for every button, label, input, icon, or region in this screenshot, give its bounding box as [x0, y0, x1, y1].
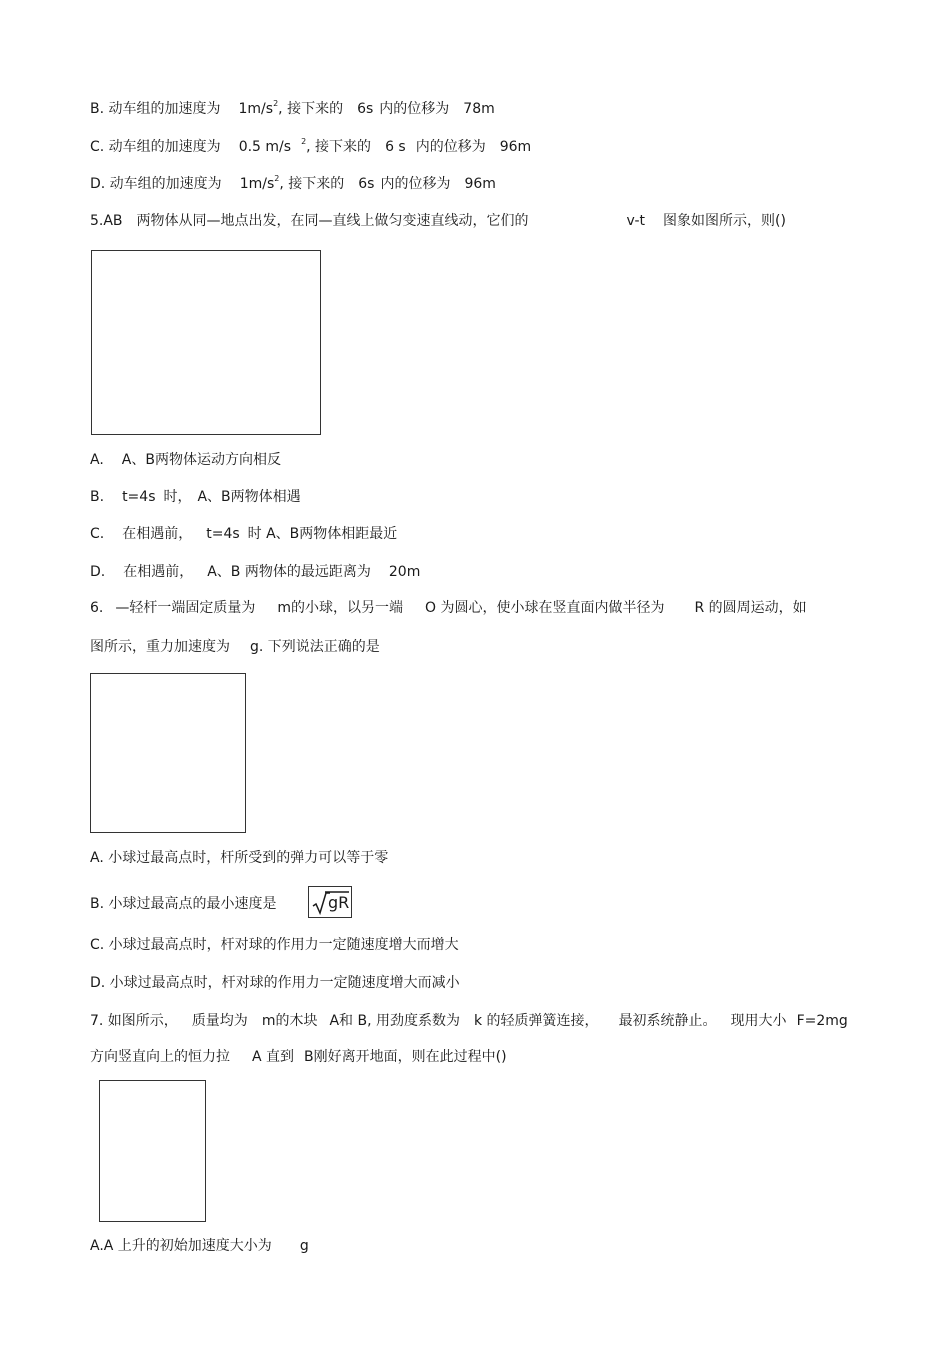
- q4-option-d: [90, 175, 496, 193]
- q7-stem-line1: [90, 1012, 848, 1030]
- option-text: 在相遇前，: [123, 564, 194, 580]
- q5-stem: [90, 212, 786, 230]
- option-text: 时 A、B两物体相距最近: [247, 526, 398, 542]
- question-text: k 的轻质弹簧连接，: [474, 1013, 599, 1029]
- q7-stem-line2: [90, 1048, 507, 1066]
- q6-stem-line2: [90, 638, 380, 656]
- q6-option-d: [90, 974, 460, 992]
- question-number: 6.: [90, 600, 104, 616]
- q4-option-b: [90, 100, 495, 118]
- sqrt-gr-formula: [308, 886, 352, 918]
- option-text: 6s: [357, 101, 374, 117]
- question-text: 最初系统静止。: [618, 1013, 717, 1029]
- q5-option-a: [90, 451, 281, 469]
- option-text: 1m/s: [239, 176, 275, 192]
- option-text: B. 小球过最高点的最小速度是: [90, 896, 277, 912]
- question-number: 5.AB: [90, 213, 123, 229]
- option-text: C. 小球过最高点时，杆对球的作用力一定随速度增大而增大: [90, 937, 459, 953]
- option-label: B.: [90, 489, 105, 505]
- option-label: D.: [90, 564, 106, 580]
- option-text: 内的位移为: [380, 176, 451, 192]
- option-text: 内的位移为: [415, 139, 486, 155]
- option-text: D. 动车组的加速度为: [90, 176, 222, 192]
- option-text: 时，: [163, 489, 192, 505]
- question-text: R 的圆周运动，如: [694, 600, 807, 616]
- question-text: 7. 如图所示，: [90, 1013, 178, 1029]
- q6-option-a: [90, 849, 388, 867]
- option-text: 20m: [388, 564, 421, 580]
- q6-figure-placeholder: [90, 673, 246, 833]
- option-text: 1m/s: [238, 101, 274, 117]
- option-text: D. 小球过最高点时，杆对球的作用力一定随速度增大而减小: [90, 975, 460, 991]
- q6-option-b: [90, 895, 277, 913]
- formula-text: gR: [328, 893, 350, 912]
- option-label: A.: [90, 452, 104, 468]
- question-text: A 直到: [252, 1049, 295, 1065]
- superscript: 2: [274, 174, 280, 183]
- question-text: B刚好离开地面，则在此过程中(): [304, 1049, 507, 1065]
- question-text: O 为圆心，使小球在竖直面内做半径为: [425, 600, 665, 616]
- option-text: A、B 两物体的最远距离为: [207, 564, 371, 580]
- option-text: 内的位移为: [379, 101, 450, 117]
- option-text: A、B两物体相遇: [197, 489, 301, 505]
- option-text: 6 s: [385, 139, 406, 155]
- question-text: v-t: [626, 213, 645, 229]
- option-text: t=4s: [122, 489, 156, 505]
- superscript: 2: [273, 99, 279, 108]
- question-text: 两物体从同—地点出发，在同—直线上做匀变速直线动，它们的: [136, 213, 529, 229]
- question-text: 图象如图所示，则(): [663, 213, 786, 229]
- question-text: 方向竖直向上的恒力拉: [90, 1049, 230, 1065]
- option-text: B. 动车组的加速度为: [90, 101, 221, 117]
- q6-option-c: [90, 936, 459, 954]
- option-text: C. 动车组的加速度为: [90, 139, 221, 155]
- option-text: 96m: [464, 176, 496, 192]
- option-text: A.A 上升的初始加速度大小为: [90, 1238, 272, 1254]
- question-text: F=2mg: [796, 1013, 848, 1029]
- question-text: 质量均为: [191, 1013, 248, 1029]
- option-text: , 接下来的: [306, 139, 372, 155]
- q7-option-a: [90, 1237, 309, 1255]
- q5-option-b: [90, 488, 301, 506]
- question-text: —轻杆一端固定质量为: [115, 600, 256, 616]
- option-text: 96m: [499, 139, 532, 155]
- question-text: 现用大小: [730, 1013, 787, 1029]
- q5-option-c: [90, 525, 397, 543]
- option-text: A. 小球过最高点时，杆所受到的弹力可以等于零: [90, 850, 389, 866]
- option-text: 在相遇前，: [122, 526, 193, 542]
- option-label: C.: [90, 526, 105, 542]
- option-text: , 接下来的: [279, 176, 345, 192]
- question-text: A和 B, 用劲度系数为: [329, 1013, 460, 1029]
- q4-option-c: [90, 138, 531, 156]
- q5-vt-graph-placeholder: [91, 250, 321, 435]
- option-text: , 接下来的: [278, 101, 344, 117]
- option-text: 0.5 m/s: [238, 139, 292, 155]
- option-text: A、B两物体运动方向相反: [121, 452, 281, 468]
- question-text: 图所示，重力加速度为: [90, 639, 230, 655]
- option-text: 6s: [358, 176, 375, 192]
- question-text: m的木块: [261, 1013, 318, 1029]
- q5-option-d: [90, 563, 420, 581]
- superscript: 2: [301, 137, 307, 146]
- q6-stem-line1: [90, 599, 807, 617]
- q7-figure-placeholder: [99, 1080, 206, 1222]
- question-text: g. 下列说法正确的是: [250, 639, 380, 655]
- option-text: t=4s: [206, 526, 240, 542]
- option-text: g: [299, 1238, 309, 1254]
- option-text: 78m: [463, 101, 495, 117]
- question-text: m的小球，以另一端: [277, 600, 403, 616]
